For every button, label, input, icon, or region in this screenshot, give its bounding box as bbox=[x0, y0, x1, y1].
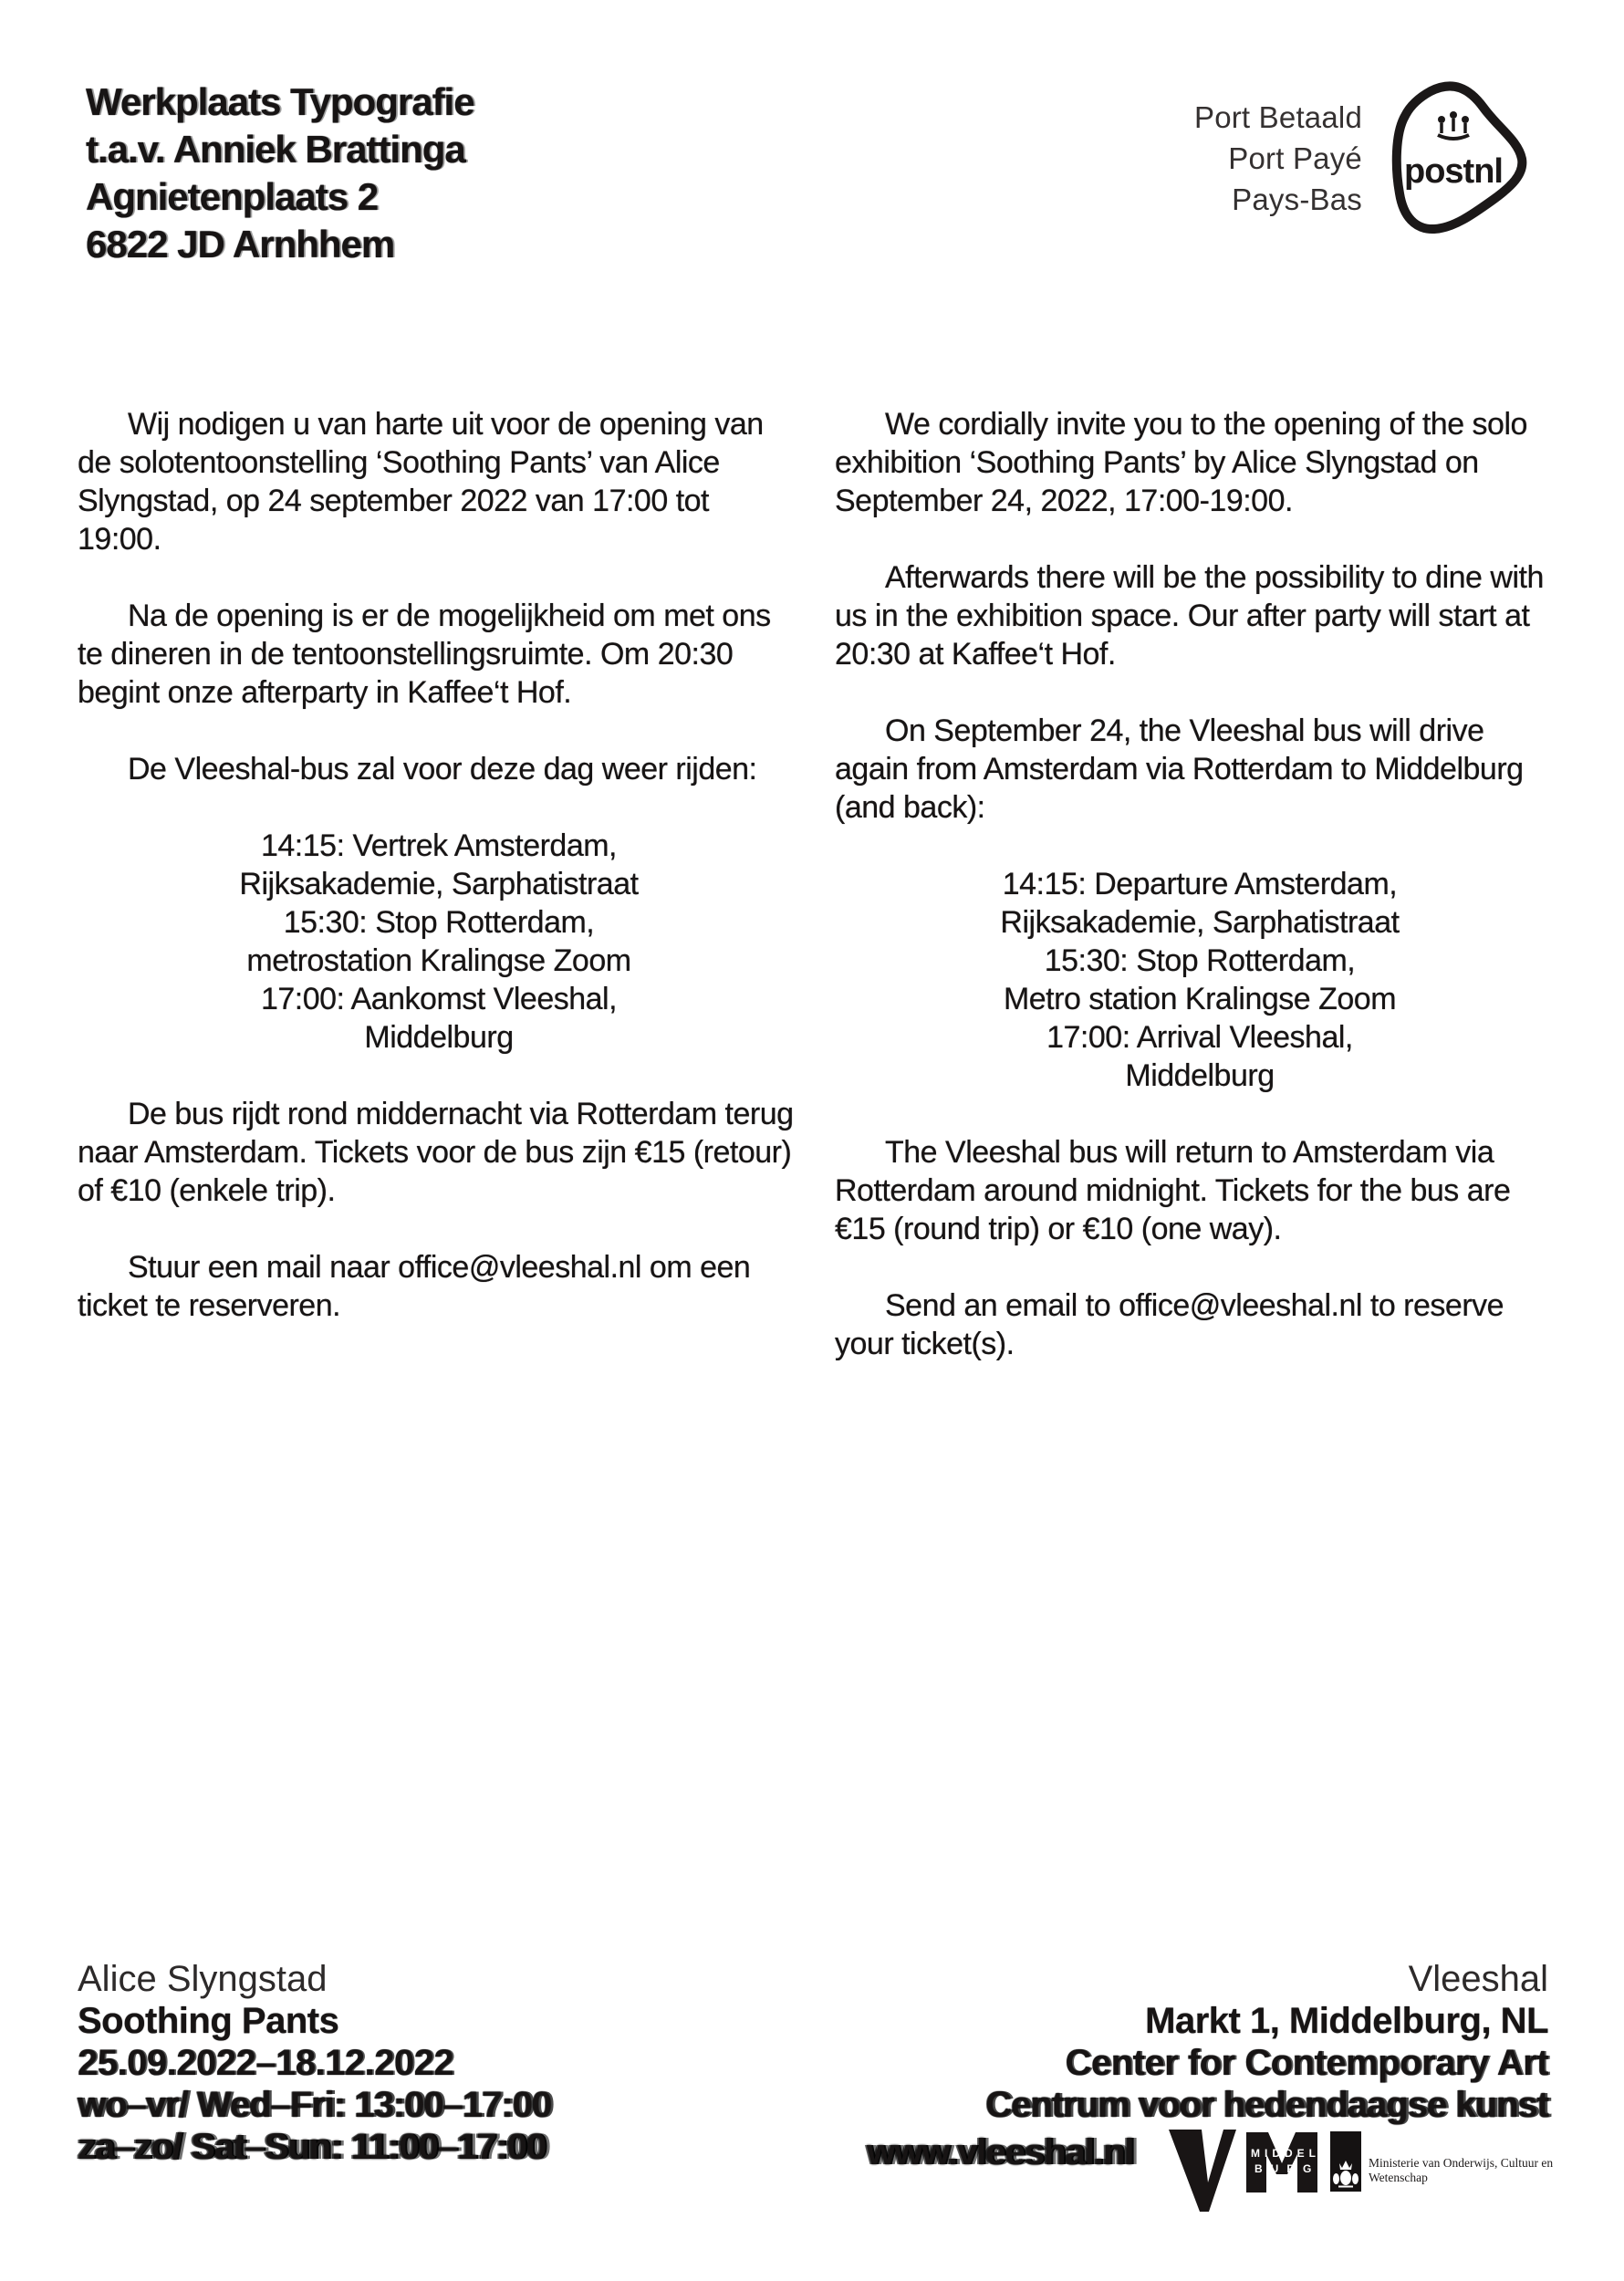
paragraph-nl-return: De bus rijdt rond middernacht via Rotterdam terug naar Amsterdam. Tickets voor de bus zijn €15 (retour) of €10 (enkele trip). bbox=[78, 1097, 794, 1208]
paragraph-nl-dinner: Na de opening is er de mogelijkheid om met ons te dineren in de tentoonstellingsruimte. Om 20:30 begint onze afterparty in Kaffee‘t Hof. bbox=[78, 599, 771, 710]
schedule-line: Metro station Kralingse Zoom bbox=[1003, 982, 1397, 1016]
postage-line: Port Payé bbox=[1228, 141, 1362, 175]
schedule-line: 15:30: Stop Rotterdam, bbox=[1044, 943, 1356, 978]
recipient-line: Werkplaats Typografie bbox=[86, 80, 474, 123]
schedule-line: 14:15: Vertrek Amsterdam, bbox=[260, 828, 618, 863]
middelburg-logo bbox=[1246, 2132, 1320, 2192]
postnl-triangle-icon bbox=[1381, 77, 1542, 245]
postage-line: Pays-Bas bbox=[1232, 182, 1362, 216]
v-letter-icon bbox=[1169, 2130, 1236, 2212]
paragraph-en-invite: We cordially invite you to the opening of the solo exhibition ‘Soothing Pants’ by Alice Slyngstad on September 24, 2022, 17:00-19:00. bbox=[835, 407, 1527, 518]
paragraph-nl-reserve: Stuur een mail naar office@vleeshal.nl om een ticket te reserveren. bbox=[78, 1250, 751, 1323]
coat-of-arms-icon bbox=[1330, 2131, 1361, 2192]
bus-schedule-nl bbox=[78, 827, 800, 1057]
venue-tagline-en: Center for Contemporary Art bbox=[1065, 2043, 1548, 2083]
ministry-name-line: Ministerie van Onderwijs, Cultuur en bbox=[1369, 2156, 1554, 2170]
exhibition-info bbox=[78, 1958, 551, 2168]
paragraph-en-reserve: Send an email to office@vleeshal.nl to reserve your ticket(s). bbox=[835, 1288, 1504, 1361]
schedule-line: Rijksakademie, Sarphatistraat bbox=[239, 867, 639, 901]
government-ribbon-logo bbox=[1330, 2131, 1361, 2196]
schedule-line: Middelburg bbox=[364, 1020, 514, 1055]
postnl-logo bbox=[1381, 77, 1542, 249]
bus-schedule-en bbox=[835, 865, 1565, 1095]
crown-icon bbox=[1438, 111, 1469, 139]
postage-line: Port Betaald bbox=[1193, 100, 1362, 134]
schedule-line: Rijksakademie, Sarphatistraat bbox=[1000, 905, 1400, 940]
middelburg-logo-text-bottom: BURG bbox=[1254, 2162, 1320, 2175]
recipient-line: t.a.v. Anniek Brattinga bbox=[86, 128, 465, 171]
website-url: www.vleeshal.nl bbox=[867, 2132, 1134, 2172]
vleeshal-v-logo bbox=[1169, 2130, 1236, 2216]
column-english bbox=[835, 405, 1565, 1401]
venue-info bbox=[985, 1958, 1548, 2126]
artist-name: Alice Slyngstad bbox=[78, 1959, 328, 1999]
ministry-name bbox=[1369, 2156, 1553, 2185]
opening-hours-wed-fri: wo–vr/ Wed–Fri: 13:00–17:00 bbox=[78, 2085, 552, 2125]
schedule-line: 15:30: Stop Rotterdam, bbox=[283, 905, 595, 940]
middelburg-logo-text-top: MIDDEL bbox=[1251, 2147, 1320, 2160]
schedule-line: metrostation Kralingse Zoom bbox=[246, 943, 631, 978]
paragraph-en-dinner: Afterwards there will be the possibility to dine with us in the exhibition space. Our after party will start at 20:30 at Kaffee‘t Hof. bbox=[835, 560, 1544, 672]
recipient-address bbox=[86, 78, 474, 268]
opening-hours-sat-sun: za–zo/ Sat–Sun: 11:00–17:00 bbox=[78, 2127, 547, 2167]
exhibition-title: Soothing Pants bbox=[78, 2001, 339, 2041]
recipient-line: 6822 JD Arnhhem bbox=[86, 223, 395, 266]
schedule-line: 17:00: Arrival Vleeshal, bbox=[1046, 1020, 1353, 1055]
paragraph-en-return: The Vleeshal bus will return to Amsterdam via Rotterdam around midnight. Tickets for the bus are €15 (round trip) or €10 (one way). bbox=[835, 1135, 1511, 1246]
postnl-wordmark: postnl bbox=[1404, 152, 1503, 191]
venue-address: Markt 1, Middelburg, NL bbox=[1145, 2001, 1548, 2041]
schedule-line: 17:00: Aankomst Vleeshal, bbox=[260, 982, 618, 1016]
schedule-line: Middelburg bbox=[1125, 1058, 1275, 1093]
column-dutch bbox=[78, 405, 800, 1363]
paragraph-nl-bus-intro: De Vleeshal-bus zal voor deze dag weer rijden: bbox=[128, 752, 757, 786]
schedule-line: 14:15: Departure Amsterdam, bbox=[1002, 867, 1398, 901]
venue-name: Vleeshal bbox=[1408, 1959, 1548, 1999]
paragraph-en-bus-intro: On September 24, the Vleeshal bus will drive again from Amsterdam via Rotterdam to Middelburg (and back): bbox=[835, 713, 1524, 825]
exhibition-dates: 25.09.2022–18.12.2022 bbox=[78, 2043, 454, 2083]
venue-tagline-nl: Centrum voor hedendaagse kunst bbox=[985, 2085, 1548, 2125]
postage-paid-text bbox=[1194, 97, 1362, 220]
paragraph-nl-invite: Wij nodigen u van harte uit voor de opening van de solotentoonstelling ‘Soothing Pants’ van Alice Slyngstad, op 24 september 2022 van 17:00 tot 19:00. bbox=[78, 407, 764, 557]
ministry-name-line: Wetenschap bbox=[1369, 2171, 1428, 2184]
recipient-line: Agnietenplaats 2 bbox=[86, 175, 379, 218]
